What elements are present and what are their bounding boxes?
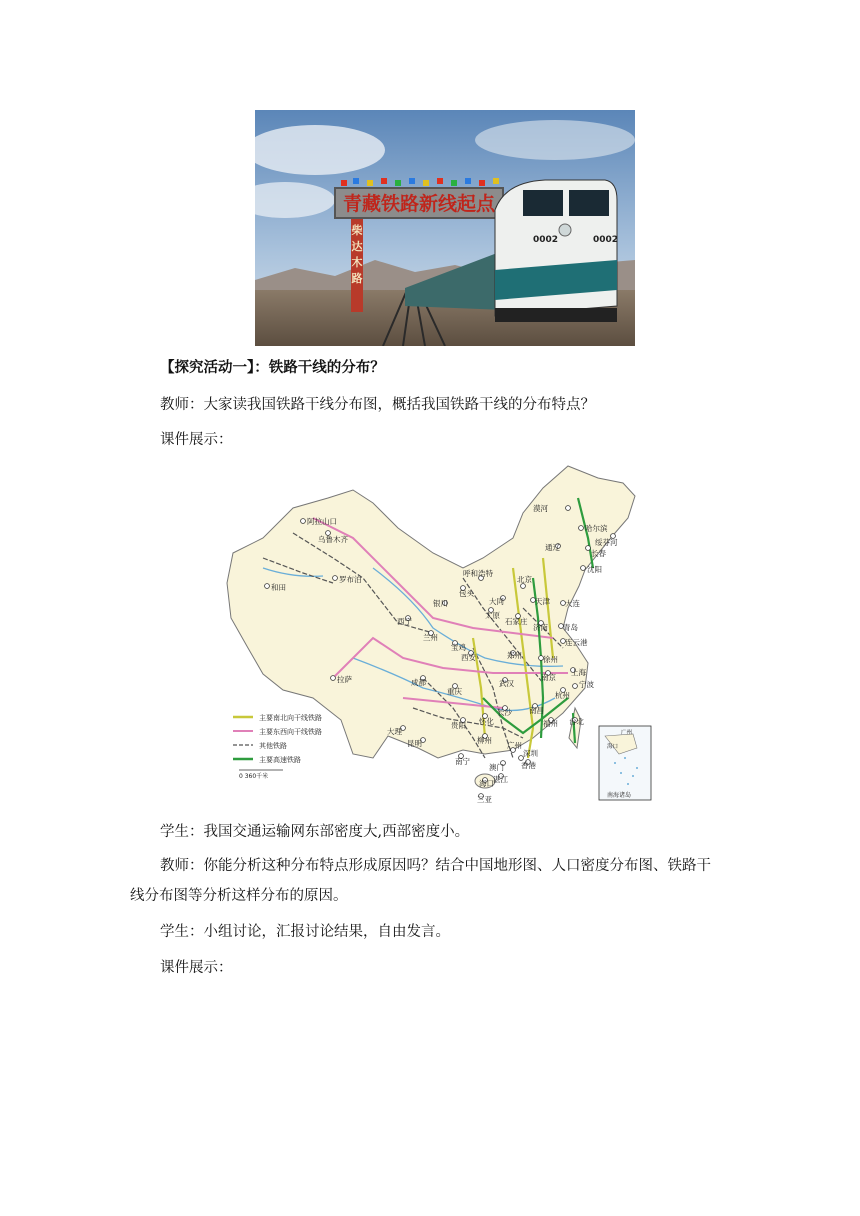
city-label: 贵阳	[451, 721, 466, 730]
city-label: 湛江	[493, 775, 508, 784]
city-label: 大连	[565, 599, 580, 608]
teacher-question-2-line1: 教师：你能分析这种分布特点形成原因吗？结合中国地形图、人口密度分布图、铁路干	[160, 858, 711, 874]
city-label: 乌鲁木齐	[318, 535, 348, 544]
courseware-label: 课件展示：	[160, 432, 233, 448]
loco-number-left: 0002	[533, 235, 559, 245]
pillar-char: 达	[351, 240, 363, 253]
railway-map-graphic	[223, 458, 655, 806]
city-label: 重庆	[447, 687, 462, 696]
inset-title: 南海诸岛	[607, 792, 632, 799]
city-label: 三亚	[477, 795, 492, 804]
city-label: 徐州	[543, 655, 558, 664]
city-label: 长春	[591, 549, 606, 558]
pillar-char: 路	[351, 272, 363, 285]
legend-label: 主要南北向干线铁路	[259, 714, 322, 722]
student-discussion: 学生：小组讨论，汇报讨论结果，自由发言。	[160, 924, 450, 940]
city-label: 海口	[479, 779, 494, 788]
city-label: 拉萨	[337, 675, 352, 684]
city-label: 大同	[489, 597, 504, 606]
city-label: 漠河	[533, 504, 548, 513]
city-label: 怀化	[479, 717, 494, 726]
city-label: 成都	[411, 678, 426, 687]
city-label: 福州	[543, 719, 558, 728]
city-label: 上海	[571, 668, 586, 677]
city-label: 长沙	[497, 708, 512, 717]
city-label: 太原	[485, 611, 500, 620]
teacher-question: 教师：大家读我国铁路干线分布图，概括我国铁路干线的分布特点？	[160, 397, 595, 413]
city-label: 沈阳	[587, 565, 602, 574]
legend-label: 主要高速铁路	[259, 756, 301, 764]
legend-label: 其他铁路	[259, 742, 287, 750]
railway-photo	[255, 110, 635, 346]
city-label: 柳州	[477, 736, 492, 745]
city-label: 石家庄	[505, 617, 528, 626]
city-label: 天津	[535, 597, 550, 606]
south-sea-inset	[599, 726, 651, 800]
city-label: 昆明	[407, 739, 422, 748]
loco-number-right: 0002	[593, 235, 619, 245]
teacher-question-2-line2: 线分布图等分析这样分布的原因。	[130, 888, 348, 904]
china-railway-map	[223, 458, 655, 806]
city-label: 兰州	[423, 633, 438, 642]
inset-label: 广州	[621, 730, 633, 736]
pillar-char: 木	[351, 256, 363, 269]
city-label: 澳门	[489, 763, 504, 772]
map-scale: 0 360千米	[239, 773, 269, 780]
legend-label: 主要东西向干线铁路	[259, 728, 322, 736]
city-label: 杭州	[555, 691, 570, 700]
railway-photo-graphic	[255, 110, 635, 346]
city-label: 绥芬河	[595, 538, 618, 547]
city-label: 罗布泊	[339, 575, 362, 584]
city-label: 银川	[433, 599, 448, 608]
inset-label: 海口	[607, 744, 619, 750]
sign-text: 青藏铁路新线起点	[342, 193, 496, 215]
city-label: 阿拉山口	[307, 517, 337, 526]
map-legend	[233, 713, 322, 780]
city-label: 宁波	[579, 680, 594, 689]
city-label: 南昌	[529, 706, 544, 715]
city-label: 西安	[461, 653, 476, 662]
city-label: 台北	[569, 717, 584, 726]
city-label: 南京	[541, 673, 556, 682]
city-label: 香港	[521, 761, 536, 770]
city-label: 广州	[507, 741, 522, 750]
city-label: 宝鸡	[451, 643, 466, 652]
city-label: 连云港	[565, 638, 588, 647]
city-label: 北京	[517, 575, 532, 584]
city-label: 哈尔滨	[585, 524, 608, 533]
activity-heading: 【探究活动一】：铁路干线的分布？	[160, 359, 385, 376]
city-label: 呼和浩特	[463, 569, 493, 578]
city-label: 包头	[459, 589, 474, 598]
student-answer: 学生：我国交通运输网东部密度大,西部密度小。	[160, 824, 470, 840]
courseware-label-2: 课件展示：	[160, 960, 233, 976]
city-label: 郑州	[507, 651, 522, 660]
city-label: 济南	[533, 623, 548, 632]
city-label: 和田	[271, 583, 286, 592]
city-label: 大理	[387, 727, 402, 736]
city-label: 深圳	[523, 749, 538, 758]
city-label: 西宁	[397, 617, 412, 626]
pillar-char: 柴	[351, 224, 363, 237]
city-label: 武汉	[499, 679, 514, 688]
city-label: 通辽	[545, 543, 560, 552]
city-label: 南宁	[455, 757, 470, 766]
city-label: 青岛	[563, 623, 578, 632]
